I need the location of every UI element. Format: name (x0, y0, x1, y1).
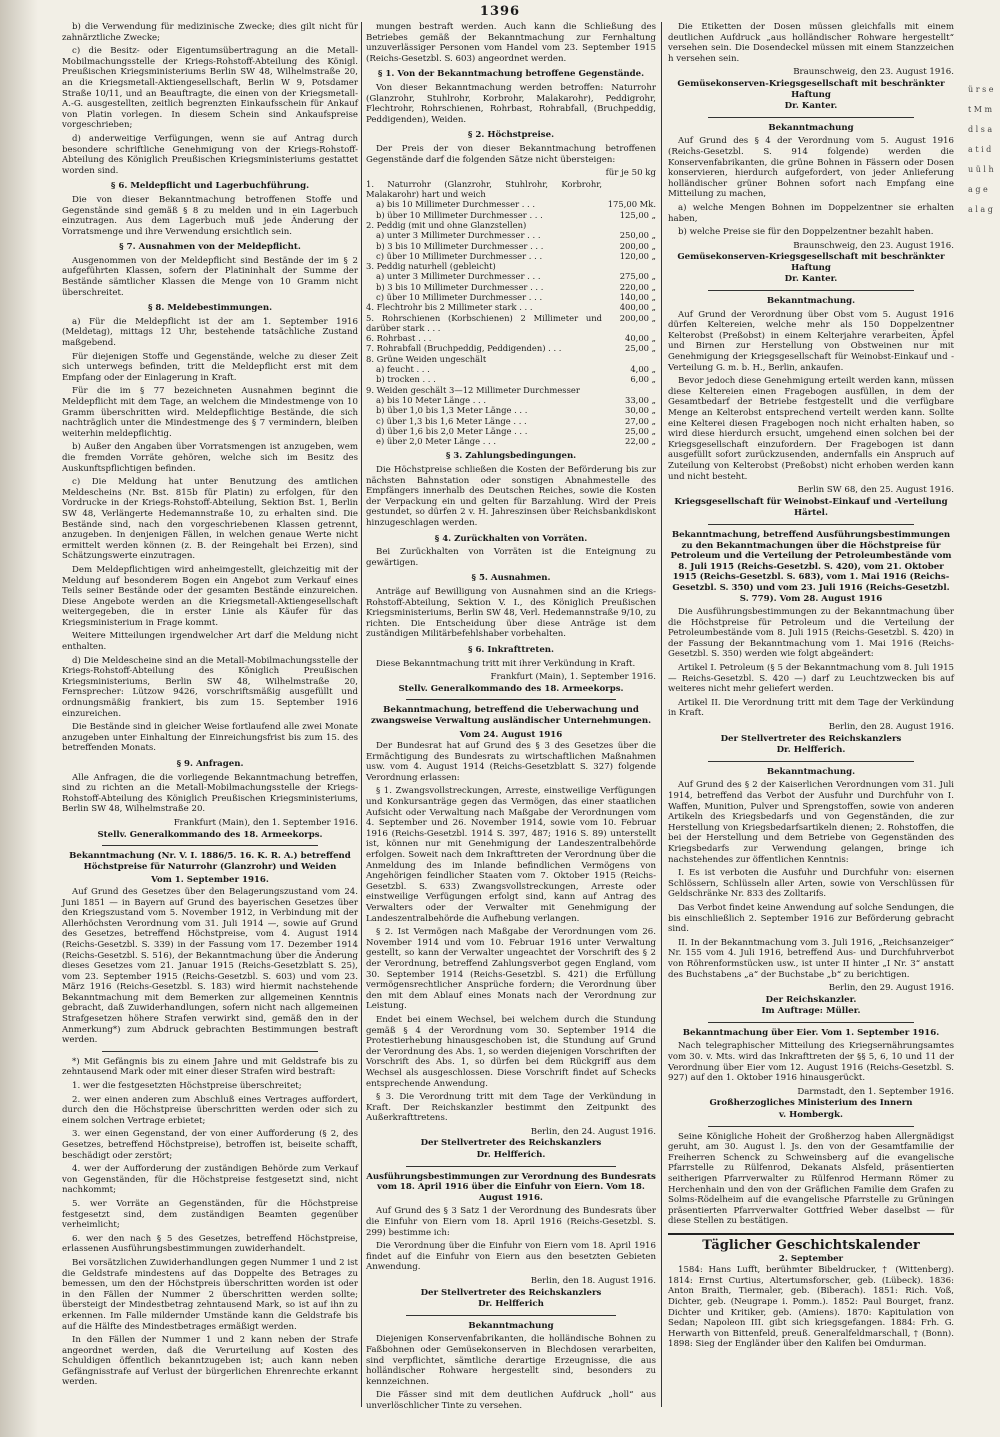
paragraph: b) Außer den Angaben über Vorratsmengen ist anzugeben, wem die fremden Vorräte gehören, welche sich im Besitz des Auskunftspflichtigen befinden. (62, 442, 358, 474)
column-1 (62, 22, 358, 1402)
price-value: 22,00 „ (625, 436, 656, 447)
price-label: b) über 10 Millimeter Durchmesser . . . (376, 209, 543, 220)
signature: Dr. Helfferich. (476, 1150, 546, 1161)
separator (708, 1126, 914, 1127)
section-heading: § 7. Ausnahmen von der Meldepflicht. (119, 242, 301, 253)
paragraph: Die Verordnung über die Einfuhr von Eiern vom 18. April 1916 findet auf die Einfuhr von Eiern aus den besetzten Gebieten Anwendung. (366, 1241, 656, 1273)
price-label: 8. Grüne Weiden ungeschält (366, 353, 487, 364)
paragraph: Auf Grund des § 3 Satz 1 der Verordnung des Bundesrats über die Einfuhr von Eiern vom 18. April 1916 (Reichs-Gesetzbl. S. 299) bestimme ich: (366, 1206, 656, 1238)
section-heading: § 2. Höchstpreise. (467, 130, 555, 141)
price-label: b) 3 bis 10 Millimeter Durchmesser . . . (376, 240, 544, 251)
price-row (366, 220, 656, 230)
calendar-text: 1584: Hans Lufft, berühmter Bibeldrucker, † (Wittenberg). 1814: Ernst Curtius, Altertumsforscher, geb. (Lübeck). 1836: Anton Braith, Tiermaler, geb. (Biberach). 1851: Rich. Voß, Dichter, geb. (Neugrape i. Pomm.). 1852: Paul Bourget, franz. Dichter und Kritiker, geb. (Amiens). 1870: Kapitulation von Sedan; Napoleon III. gibt sich kriegsgefangen. 1884: Frh. G. Herwarth von Bittenfeld, preuß. Generalfeldmarschall, † (Bonn). 1898: Sieg der Engländer über den Kalifen bei Omdurman. (668, 1265, 954, 1350)
date-line: Berlin, den 28. August 1916. (828, 722, 954, 733)
price-label: a) bis 10 Meter Länge . . . (376, 394, 486, 405)
signature: Im Auftrage: Müller. (761, 1006, 861, 1017)
price-value (602, 220, 656, 230)
price-row (366, 405, 656, 415)
price-value: 275,00 „ (619, 271, 656, 282)
paragraph: a) Für die Meldepflicht ist der am 1. September 1916 (Meldetag), mittags 12 Uhr, bestehende tatsächliche Zustand maßgebend. (62, 316, 358, 349)
signature: Dr. Helfferich (478, 1299, 544, 1310)
footnote-item: 2. wer einen anderen zum Abschluß eines Vertrages auffordert, durch den die Höchstpreise überschritten werden oder sich zu einem solchen Vertrage erbietet; (62, 1094, 358, 1126)
footnote-item: 3. wer einen Gegenstand, der von einer Aufforderung (§ 2, des Gesetzes, betreffend Höchstpreise), betroffen ist, beiseite schafft, beschädigt oder zerstört; (62, 1129, 358, 1161)
price-label: c) über 10 Millimeter Durchmesser . . . (376, 291, 543, 302)
separator (708, 524, 914, 525)
separator (668, 1233, 954, 1235)
notice-title: Bekanntmachung, betreffend die Ueberwachung und zwangsweise Verwaltung ausländischer Unternehmungen. (370, 705, 652, 726)
price-value (602, 354, 656, 364)
price-value: 175,00 Mk. (607, 199, 656, 210)
date-line: Berlin, den 24. August 1916. (530, 1126, 656, 1137)
paragraph: Auf Grund des § 2 der Kaiserlichen Verordnungen vom 31. Juli 1914, betreffend das Verbot der Ausfuhr und Durchfuhr von I. Waffen, Munition, Pulver und Sprengstoffen, sowie von anderen Artikeln des Kriegsbedarfs und von Gegenständen, die zur Herstellung von Kriegsbedarfsartikeln dienen; 2. Rohstoffen, die bei der Herstellung und dem Betriebe von Gegenständen des Kriegsbedarfs zur Verwendung gelangen, bringe ich nachstehendes zur öffentlichen Kenntnis: (668, 780, 954, 865)
price-value: 200,00 „ (619, 240, 656, 251)
price-row (366, 364, 656, 374)
paragraph: Artikel II. Die Verordnung tritt mit dem Tage der Verkündung in Kraft. (668, 697, 954, 719)
price-table (366, 179, 656, 447)
footnote-item: 1. wer die festgesetzten Höchstpreise überschreitet; (72, 1081, 302, 1092)
footnote: *) Mit Gefängnis bis zu einem Jahre und mit Geldstrafe bis zu zehntausend Mark oder mit einer dieser Strafen wird bestraft: (62, 1056, 358, 1078)
notice-title: Bekanntmachung (468, 1320, 554, 1331)
paragraph: b) welche Preise sie für den Doppelzentner bezahlt haben. (678, 227, 934, 238)
price-row (366, 395, 656, 405)
paragraph: a) welche Mengen Bohnen im Doppelzentner sie erhalten haben, (668, 202, 954, 224)
signature: v. Hombergk. (778, 1110, 844, 1121)
separator (102, 845, 318, 846)
paragraph: c) Die Meldung hat unter Benutzung des amtlichen Meldescheins (Nr. Bst. 815b für Platin) zu erfolgen, für den Vordrucke in der Kriegs-Rohstoff-Abteilung, Sektion Bst. 1, Berlin SW 48, Verlängerte Hedemannstraße 10, zu erhalten sind. Die Bestände sind, nach den vorgeschriebenen Klassen getrennt, anzugeben. In denjenigen Fällen, in welchen genaue Werte nicht ermittelt werden können (z. B. der Reingehalt bei Erzen), sind Schätzungswerte einzutragen. (62, 477, 358, 562)
paragraph: Nach telegraphischer Mitteilung des Kriegsernährungsamtes vom 30. v. Mts. wird das Inkrafttreten der §§ 5, 6, 10 und 11 der Verordnung über Eier vom 12. August 1916 (Reichs-Gesetzbl. S. 927) auf den 1. Oktober 1916 hinausgerückt. (668, 1041, 954, 1084)
notice-title: Bekanntmachung über Eier. Vom 1. September 1916. (682, 1027, 940, 1038)
signature: Der Stellvertreter des Reichskanzlers (420, 1287, 602, 1298)
price-label: 6. Rohrbast . . . (366, 333, 432, 344)
price-row (366, 199, 656, 209)
adjacent-page-edge-text: ü r s e t M m d l s a a t i d u ü l h a g e a l a g (968, 85, 994, 214)
price-value: 30,00 „ (625, 405, 656, 416)
price-value: 6,00 „ (630, 374, 656, 385)
paragraph: § 1. Zwangsvollstreckungen, Arreste, einstweilige Verfügungen und Konkursanträge gegen das Vermögen, das einer staatlichen Aufsicht oder Verwaltung nach Maßgabe der Verordnungen vom 4. September und 26. November 1914, sowie vom 10. Februar 1916 (Reichs-Gesetzbl. 1914 S. 397, 487; 1916 S. 89) unterstellt ist, können nur mit Genehmigung der Landeszentralbehörde erfolgen. Soweit nach dem Inkrafttreten der Verordnung über die Anmeldung des im Inlande befindlichen Vermögens von Angehörigen feindlicher Staaten vom 7. Oktober 1915 (Reichs-Gesetzbl. S. 633) Zwangsvollstreckungen, Arreste oder einstweilige Verfügungen erfolgt sind, kann auf Antrag des Verwalters oder der Verwalter mit Genehmigung der Landeszentralbehörde die Aufhebung verlangen. (366, 786, 656, 924)
section-heading: § 6. Meldepflicht und Lagerbuchführung. (110, 181, 310, 192)
price-row (366, 210, 656, 220)
date-line: Braunschweig, den 23. August 1916. (793, 67, 954, 78)
section-heading: § 9. Anfragen. (176, 759, 244, 769)
price-row (366, 343, 656, 353)
separator (102, 1051, 318, 1052)
paragraph: Alle Anfragen, die die vorliegende Bekanntmachung betreffen, sind zu richten an die Metall-Mobilmachungsstelle der Kriegs-Rohstoff-Abteilung des Königlich Preußischen Kriegsministeriums, Berlin SW 48, Wilhelmstraße 20. (62, 772, 358, 815)
column-rule (661, 22, 662, 1407)
page-number: 1396 (479, 4, 521, 19)
date-line: Berlin, den 18. August 1916. (530, 1276, 656, 1286)
price-label: 2. Peddig (mit und ohne Glanzstellen) (366, 219, 527, 230)
signature: Stellv. Generalkommando des 18. Armeekorps. (398, 683, 624, 694)
calendar-date: 2. September (778, 1253, 844, 1264)
notice-title: Ausführungsbestimmungen zur Verordnung des Bundesrats vom 18. April 1916 über die Einfuhr von Eiern. Vom 18. August 1916. (366, 1171, 656, 1203)
price-value: 140,00 „ (619, 291, 656, 302)
paragraph: b) die Verwendung für medizinische Zwecke; dies gilt nicht für zahnärztliche Zwecke; (62, 22, 358, 43)
price-label: c) über 1,3 bis 1,6 Meter Länge . . . (376, 415, 527, 426)
price-row (366, 261, 656, 271)
footnote-item: 4. wer der Aufforderung der zuständigen Behörde zum Verkauf von Gegenständen, für die Höchstpreise festgesetzt sind, nicht nachkommt; (62, 1164, 358, 1196)
section-heading: § 4. Zurückhalten von Vorräten. (434, 533, 588, 544)
price-label: 7. Rohrabfall (Bruchpeddig, Peddigenden) . . . (366, 343, 562, 354)
price-row (366, 302, 656, 312)
price-row (366, 426, 656, 436)
signature: Gemüsekonserven-Kriegsgesellschaft mit beschränkter Haftung (677, 78, 945, 100)
paragraph: Auf Grund des Gesetzes über den Belagerungszustand vom 24. Juni 1851 — in Bayern auf Grund des bayerischen Gesetzes über den Kriegszustand vom 5. November 1912, in Verbindung mit der Allerhöchsten Verordnung vom 31. Juli 1914 —, sowie auf Grund des Gesetzes, betreffend Höchstpreise, vom 4. August 1914 (Reichs-Gesetzbl. S. 339) in der Fassung vom 17. Dezember 1914 (Reichs-Gesetzbl. S. 516), der Bekanntmachung über die Änderung dieses Gesetzes vom 21. Januar 1915 (Reichs-Gesetzblatt S. 25), vom 23. September 1915 (Reichs-Gesetzbl. S. 603) und vom 23. März 1916 (Reichs-Gesetzbl. S. 183) wird hiermit nachstehende Bekanntmachung mit dem Bemerken zur allgemeinen Kenntnis gebracht, daß Zuwiderhandlungen, sofern nicht nach allgemeinen Strafgesetzen höhere Strafen verwirkt sind, gemäß den in der Anmerkung*) zum Abdruck gebrachten Bestimmungen bestraft werden. (62, 886, 358, 1046)
price-value: 40,00 „ (625, 333, 656, 344)
price-label: a) unter 3 Millimeter Durchmesser . . . (376, 271, 541, 282)
paragraph: Ausgenommen von der Meldepflicht sind Bestände der im § 2 aufgeführten Klassen, sofern der Platininhalt der Summe der Bestände sämtlicher Klassen die Menge von 10 Gramm nicht überschreitet. (62, 255, 358, 298)
signature: Dr. Kanter. (784, 101, 838, 112)
paragraph: Die Bestände sind in gleicher Weise fortlaufend alle zwei Monate anzugeben unter Einhaltung der Einreichungsfrist bis zum 15. des betreffenden Monats. (62, 722, 358, 754)
paragraph: Diese Bekanntmachung tritt mit ihrer Verkündung in Kraft. (376, 658, 636, 669)
paragraph: Bevor jedoch diese Genehmigung erteilt werden kann, müssen diese Keltereien einen Fragebogen ausfüllen, in dem der Gesamtbedarf der Betriebe festgestellt und die verfügbare Menge an Kelterobst entsprechend verteilt werden kann. Sollte eine Kelterei diesen Fragebogen noch nicht erhalten haben, so wird diese hierdurch ersucht, umgehend einen solchen bei der Kriegsgesellschaft einzufordern. Der Fragebogen ist dann ausgefüllt sofort zurückzusenden, andernfalls ein Anspruch auf Zuteilung von Kelterobst (Preßobst) nicht erhoben werden kann und nicht besteht. (668, 376, 954, 482)
price-value: 25,00 „ (625, 425, 656, 436)
price-value: 4,00 „ (630, 364, 656, 375)
price-row (366, 241, 656, 251)
separator (406, 1315, 616, 1316)
section-heading: § 5. Ausnahmen. (471, 573, 551, 584)
price-value (602, 179, 656, 200)
price-label: a) unter 3 Millimeter Durchmesser . . . (376, 230, 541, 241)
paragraph: Die von dieser Bekanntmachung betroffenen Stoffe und Gegenstände sind gemäß § 8 zu melden und in ein Lagerbuch einzutragen. Aus dem Lagerbuch muß jede Änderung der Vorratsmenge und ihre Verwendung ersichtlich sein. (62, 194, 358, 237)
paragraph: Artikel I. Petroleum (§ 5 der Bekanntmachung vom 8. Juli 1915 — Reichs-Gesetzbl. S. 420 —) darf zu Leuchtzwecken bis auf weiteres nicht mehr geliefert werden. (668, 663, 954, 695)
signature: Härtel. (794, 508, 828, 519)
price-label: b) trocken . . . (376, 374, 436, 385)
price-row (366, 282, 656, 292)
paragraph: d) anderweitige Verfügungen, wenn sie auf Antrag durch besondere schriftliche Genehmigung von der Kriegs-Rohstoff-Abteilung des Königlich Preußischen Kriegsministeriums gestattet worden sind. (62, 133, 358, 176)
footnote-item: 5. wer Vorräte an Gegenständen, für die Höchstpreise festgesetzt sind, dem zuständigen Beamten gegenüber verheimlicht; (62, 1198, 358, 1231)
signature: Gemüsekonserven-Kriegsgesellschaft mit beschränkter Haftung (677, 252, 945, 273)
price-row (366, 292, 656, 302)
paragraph: Der Bundesrat hat auf Grund des § 3 des Gesetzes über die Ermächtigung des Bundesrats zu wirtschaftlichen Maßnahmen usw. vom 4. August 1914 (Reichs-Gesetzblatt S. 327) folgende Verordnung erlassen: (366, 741, 656, 783)
paragraph: Diejenigen Konservenfabrikanten, die holländische Bohnen zu Faßbohnen oder Gemüsekonserven in Blechdosen verarbeiten, sind verpflichtet, sämtliche derartige Erzeugnisse, die aus holländischer Rohware hergestellt sind, besonders zu kennzeichnen. (366, 1334, 656, 1387)
paragraph: Für diejenigen Stoffe und Gegenstände, welche zu dieser Zeit sich unterwegs befinden, tritt die Meldepflicht erst mit dem Empfang oder der Einlagerung in Kraft. (62, 351, 358, 383)
section-heading: § 3. Zahlungsbedingungen. (445, 451, 577, 462)
price-row (366, 251, 656, 261)
paragraph: Für die im § 77 bezeichneten Ausnahmen beginnt die Meldepflicht mit dem Tage, an welchem die Mindestmenge von 10 Gramm überschritten wird. Meldepflichtige Bestände, die sich nachträglich unter die Mindestmenge des § 7 vermindern, bleiben weiterhin meldepflichtig. (62, 386, 358, 439)
signature: Der Stellvertreter des Reichskanzlers (720, 733, 902, 744)
price-row (366, 179, 656, 200)
paragraph: Seine Königliche Hoheit der Großherzog haben Allergnädigst geruht, am 30. August l. Js. den von der Gesamtfamilie der Freiherren Schenck zu Schweinsberg auf die evangelische Pfarrstelle zu Rülfenrod, Dekanats Alsfeld, präsentierten seitherigen Pfarrverwalter zu Rülfenrod Hermann Römer zu Herchenhain und den von der Gräflichen Familie dem Grafen zu Solms-Rödelheim auf die evangelische Pfarrstelle zu Grüningen präsentierten Pfarrverwalter Gottfried Weber daselbst — für diese Stellen zu bestätigen. (668, 1131, 954, 1227)
price-row (366, 436, 656, 446)
date-line: Berlin, den 29. August 1916. (828, 983, 954, 994)
separator (708, 117, 914, 118)
separator (708, 761, 914, 762)
notice-title: Bekanntmachung. (766, 766, 856, 777)
price-label: e) über 2,0 Meter Länge . . . (376, 436, 497, 447)
notice-title: Bekanntmachung (768, 122, 854, 133)
price-value: 25,00 „ (625, 343, 656, 354)
price-row (366, 354, 656, 364)
price-value: 220,00 „ (619, 281, 656, 292)
paragraph: § 2. Ist Vermögen nach Maßgabe der Verordnungen vom 26. November 1914 und vom 10. Februar 1916 unter Verwaltung gestellt, so kann der Verwalter ungeachtet der Vorschrift des § 2 der Verordnung, betreffend Zahlungsverbot gegen England, vom 30. September 1914 (Reichs-Gesetzbl. S. 421) die Erfüllung vermögensrechtlicher Ansprüche fordern; die Verordnung über den mit dem Ablauf eines Monats nach der Verordnung zur Leistung. (366, 927, 656, 1012)
notice-date: Vom 24. August 1916 (459, 729, 563, 740)
paragraph: mungen bestraft werden. Auch kann die Schließung des Betriebes gemäß der Bekanntmachung zur Fernhaltung unzuverlässiger Personen vom Handel vom 23. September 1915 (Reichs-Gesetzbl. S. 603) angeordnet werden. (366, 22, 656, 64)
price-value (602, 261, 656, 271)
price-label: 5. Rohrschienen (Korbschienen) 2 Millimeter und darüber stark . . . (366, 312, 602, 333)
signature: Stellv. Generalkommando des 18. Armeekorps. (97, 829, 323, 840)
paragraph: Auf Grund der Verordnung über Obst vom 5. August 1916 dürfen Keltereien, welche mehr als 150 Doppelzentner Kelterobst (Preßobst) in einem Kelterjahre verarbeiten, Äpfel und Birnen zur Herstellung von Obstweinen nur mit Genehmigung der Kriegsgesellschaft für Weinobst-Einkauf und -Verteilung G. m. b. H., Berlin, ankaufen. (668, 309, 954, 373)
section-heading: § 1. Von der Bekanntmachung betroffene Gegenstände. (377, 69, 645, 80)
price-row (366, 416, 656, 426)
column-2 (366, 22, 656, 1411)
price-value: 33,00 „ (625, 394, 656, 405)
price-row (366, 271, 656, 281)
price-label: c) über 10 Millimeter Durchmesser . . . (376, 250, 543, 261)
date-line: Braunschweig, den 23. August 1916. (793, 240, 954, 251)
paragraph: II. In der Bekanntmachung vom 3. Juli 1916, „Reichsanzeiger“ Nr. 155 vom 4. Juli 1916, betreffend Aus- und Durchfuhrverbot von Röhrenformstücken usw., ist unter II hinter „I Nr. 3“ anstatt des Buchstabens „a“ der Buchstabe „b“ zu berichtigen. (668, 937, 954, 980)
paragraph: Dem Meldepflichtigen wird anheimgestellt, gleichzeitig mit der Meldung auf besonderem Bogen ein Angebot zum Verkauf eines Teils seiner Bestände oder der gesamten Bestände einzureichen. Diese Angebote werden an die Kriegsmetall-Aktiengesellschaft weitergegeben, die in erster Linie als Käufer für das Kriegsministerium in Frage kommt. (62, 564, 358, 628)
paragraph: I. Es ist verboten die Ausfuhr und Durchfuhr von: eisernen Schlössern, Schlüsseln aller Arten, sowie von Verschlüssen für Geldschränke Nr. 833 des Zolltarifs. (668, 868, 954, 900)
date-line: Frankfurt (Main), den 1. September 1916. (173, 817, 358, 828)
paragraph: Die Etiketten der Dosen müssen gleichfalls mit einem deutlichen Aufdruck „aus holländischer Rohware hergestellt“ versehen sein. Die Dosendeckel müssen mit einem Stanzzeichen h versehen sein. (668, 22, 954, 64)
footnote: In den Fällen der Nummer 1 und 2 kann neben der Strafe angeordnet werden, daß die Verurteilung auf Kosten des Schuldigen öffentlich bekanntzugeben ist; auch kann neben Gefängnisstrafe auf Verlust der bürgerlichen Ehrenrechte erkannt werden. (62, 1335, 358, 1388)
paragraph: d) Die Meldescheine sind an die Metall-Mobilmachungsstelle der Kriegs-Rohstoff-Abteilung des Königlich Preußischen Kriegsministeriums, Berlin SW 48, Wilhelmstraße 20, Fernsprecher: Lützow 9426, vorschriftsmäßig ausgefüllt und ordnungsmäßig frankiert, bis zum 15. September 1916 einzureichen. (62, 655, 358, 719)
price-label: a) feucht . . . (376, 364, 430, 375)
section-heading: § 6. Inkrafttreten. (467, 644, 555, 655)
paragraph: Weitere Mitteilungen irgendwelcher Art darf die Meldung nicht enthalten. (62, 631, 358, 653)
paragraph: Die Ausführungsbestimmungen zu der Bekanntmachung über die Höchstpreise für Petroleum und die Verteilung der Petroleumbestände vom 8. Juli 1915 (Reichs-Gesetzbl. S. 420) in der Fassung der Bekanntmachung vom 1. Mai 1916 (Reichs-Gesetzbl. S. 350) werden wie folgt abgeändert: (668, 607, 954, 660)
notice-title: Bekanntmachung, betreffend Ausführungsbestimmungen zu den Bekanntmachungen über die Höchstpreise für Petroleum und die Verteilung der Petroleumbestände vom 8. Juli 1915 (Reichs-Gesetzbl. S. 420), vom 21. Oktober 1915 (Reichs-Gesetzbl. S. 683), vom 1. Mai 1916 (Reichs-Gesetzbl. S. 350) und vom 23. Juli 1916 (Reichs-Gesetzbl. S. 779). Vom 28. August 1916 (670, 529, 952, 604)
paragraph: Das Verbot findet keine Anwendung auf solche Sendungen, die bis einschließlich 2. September 1916 zur Beförderung gebracht sind. (668, 902, 954, 935)
paragraph: c) die Besitz- oder Eigentumsübertragung an die Metall-Mobilmachungsstelle der Kriegs-Rohstoff-Abteilung des Königl. Preußischen Kriegsministeriums Berlin SW 48, Wilhelmstraße 20, an die Kriegsmetall-Aktiengesellschaft, Berlin W 9, Potsdamer Straße 10/11, und an Beauftragte, die einen von der Kriegsmetall-A.-G. ausgestellten, zeitlich begrenzten Einkaufsschein für Ankauf von Platin vorlegen. In diesem Schein sind Ankaufspreise vorgeschrieben; (62, 46, 358, 131)
price-value: 27,00 „ (625, 415, 656, 426)
signature: Kriegsgesellschaft für Weinobst-Einkauf und -Verteilung (674, 496, 948, 507)
calendar-title: Täglicher Geschichtskalender (702, 1237, 920, 1253)
date-line: Darmstadt, den 1. September 1916. (797, 1086, 954, 1097)
paragraph: Die Höchstpreise schließen die Kosten der Beförderung bis zur nächsten Bahnstation oder sonstigen Abnahmestelle des Empfängers innerhalb des Deutschen Reiches, sowie die Kosten der Verpackung ein und gelten für Barzahlung. Wird der Preis gestundet, so dürfen 2 v. H. Jahreszinsen über Reichsbankdiskont hinzugeschlagen werden. (366, 465, 656, 528)
price-value: 400,00 „ (619, 302, 656, 313)
price-row (366, 313, 656, 334)
page-binding-shadow (0, 0, 38, 1437)
price-unit: für je 50 kg (605, 168, 656, 179)
paragraph: Von dieser Bekanntmachung werden betroffen: Naturrohr (Glanzrohr, Stuhlrohr, Korbrohr, Malakarohr), Peddigrohr, Flechtrohr, Rohrschienen, Rohrbast, Rohrabfall, (Bruchpeddig, Peddigenden), Weiden. (366, 82, 656, 125)
date-line: Frankfurt (Main), 1. September 1916. (490, 672, 656, 683)
column-3 (668, 22, 954, 1402)
price-value: 120,00 „ (619, 250, 656, 261)
price-value: 200,00 „ (619, 312, 656, 323)
paragraph: Der Preis der von dieser Bekanntmachung betroffenen Gegenstände darf die folgenden Sätze nicht übersteigen: (366, 143, 656, 165)
price-row (366, 333, 656, 343)
price-label: b) über 1,0 bis 1,3 Meter Länge . . . (376, 405, 528, 416)
footnote-item: 6. wer den nach § 5 des Gesetzes, betreffend Höchstpreise, erlassenen Ausführungsbestimmungen zuwiderhandelt. (62, 1233, 358, 1255)
section-heading: § 8. Meldebestimmungen. (147, 303, 273, 314)
price-label: d) über 1,6 bis 2,0 Meter Länge . . . (376, 425, 528, 436)
price-value: 250,00 „ (619, 230, 656, 241)
price-value (602, 385, 656, 395)
signature: Großherzogliches Ministerium des Innern (709, 1098, 913, 1109)
separator (708, 290, 914, 291)
notice-title: Bekanntmachung (Nr. V. I. 1886/5. 16. K. R. A.) betreffend Höchstpreise für Naturrohr (Glanzrohr) und Weiden (69, 851, 351, 872)
signature: Der Reichskanzler. (765, 994, 857, 1005)
separator (406, 699, 616, 700)
paragraph: Auf Grund des § 4 der Verordnung vom 5. August 1916 (Reichs-Gesetzbl. S. 914 folgende) werden die Konservenfabrikanten, die grüne Bohnen in Fässern oder Dosen konservieren, hierdurch aufgefordert, von jeder Anlieferung holländischer grüner Bohnen sofort nach Empfang eine Mitteilung zu machen, (668, 136, 954, 200)
signature: Dr. Helfferich. (776, 745, 846, 756)
paragraph: Die Fässer sind mit dem deutlichen Aufdruck „holl“ aus unverlöschlicher Tinte zu versehen. (366, 1390, 656, 1411)
signature: Der Stellvertreter des Reichskanzlers (420, 1138, 602, 1149)
separator (708, 1022, 914, 1023)
paragraph: § 3. Die Verordnung tritt mit dem Tage der Verkündung in Kraft. Der Reichskanzler bestimmt den Zeitpunkt des Außerkrafttretens. (366, 1092, 656, 1124)
price-label: 9. Weiden geschält 3—12 Millimeter Durchmesser (366, 384, 580, 395)
price-label: b) 3 bis 10 Millimeter Durchmesser . . . (376, 281, 544, 292)
price-row (366, 385, 656, 395)
paragraph: Bei Zurückhalten von Vorräten ist die Enteignung zu gewärtigen. (366, 547, 656, 568)
price-label: 4. Flechtrohr bis 2 Millimeter stark . . . (366, 302, 533, 313)
price-row (366, 230, 656, 240)
price-label: 3. Peddig naturhell (gebleicht) (366, 261, 496, 272)
paragraph: Anträge auf Bewilligung von Ausnahmen sind an die Kriegs-Rohstoff-Abteilung, Sektion V. I., des Königlich Preußischen Kriegsministeriums, Berlin SW 48, Verl. Hedemannstraße 9/10, zu richten. Die Entscheidung über diese Anträge ist dem zuständigen Militärbefehlshaber vorbehalten. (366, 586, 656, 640)
price-label: 1. Naturrohr (Glanzrohr, Stuhlrohr, Korbrohr, Malakarohr) hart und weich (366, 178, 602, 200)
date-line: Berlin SW 68, den 25. August 1916. (797, 485, 954, 496)
paragraph: Endet bei einem Wechsel, bei welchem durch die Stundung gemäß § 4 der Verordnung vom 30. September 1914 die Protestierhebung hinausgeschoben ist, die Stundung auf Grund der Verordnung des Abs. 1, so werden diejenigen Vorschriften der Vorschrift des Abs. 1, so dürfen bei dem Rückgriff aus dem Wechsel als ausgeschlossen. Diese Vorschrift findet auf Schecks entsprechende Anwendung. (366, 1014, 656, 1089)
notice-title: Bekanntmachung. (766, 296, 856, 307)
signature: Dr. Kanter. (784, 274, 838, 285)
column-rule (361, 22, 362, 1407)
price-value: 125,00 „ (619, 209, 656, 220)
footnote: Bei vorsätzlichen Zuwiderhandlungen gegen Nummer 1 und 2 ist die Geldstrafe mindestens auf das Doppelte des Betrages zu bemessen, um den der Höchstpreis überschritten worden ist oder in den Fällen der Nummer 2 überschritten werden sollte; übersteigt der Mindestbetrag zehntausend Mark, so ist auf ihn zu erkennen. Im Falle mildernder Umstände kann die Geldstrafe bis auf die Hälfte des Mindestbetrages ermäßigt werden. (62, 1257, 358, 1332)
separator (406, 1166, 616, 1167)
price-label: a) bis 10 Millimeter Durchmesser . . . (376, 199, 536, 210)
price-row (366, 374, 656, 384)
notice-date: Vom 1. September 1916. (151, 875, 269, 886)
